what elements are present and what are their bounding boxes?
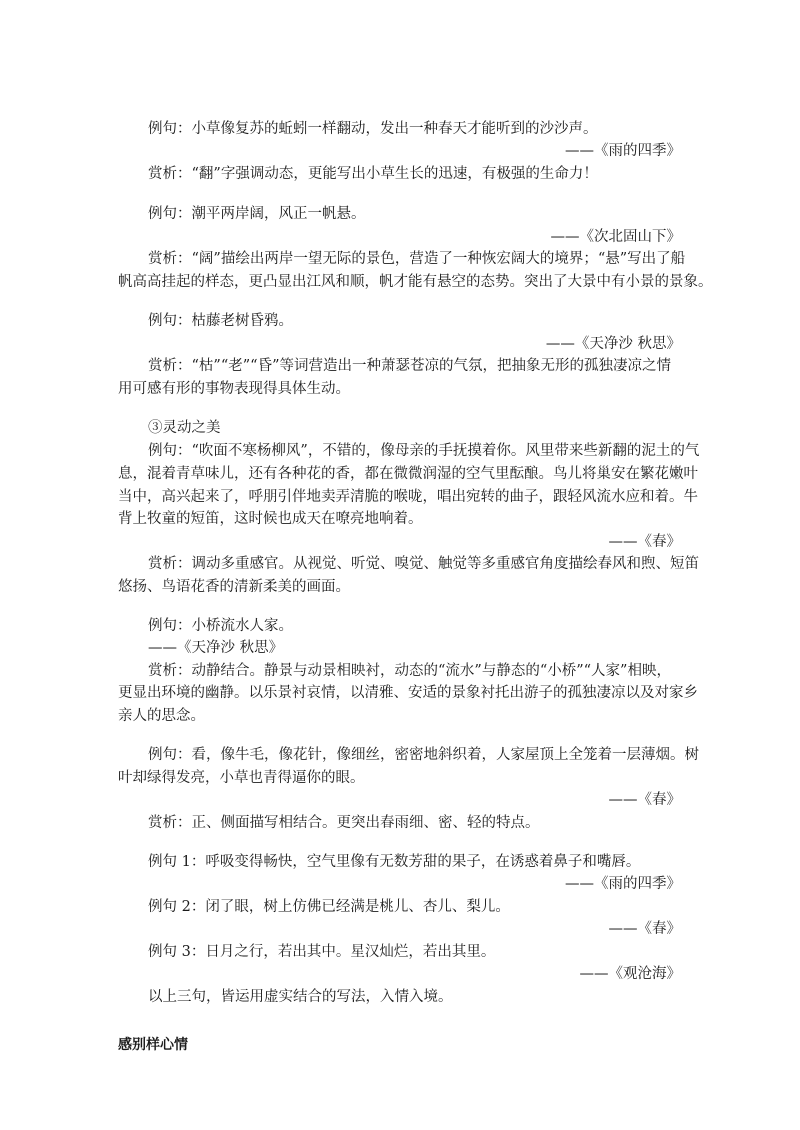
source-citation-2: ——《次北固山下》 bbox=[550, 229, 681, 245]
source-citation-7: ——《雨的四季》 bbox=[565, 876, 681, 892]
example-sentence-1: 例句：小草像复苏的蚯蚓一样翻动，发出一种春天才能听到的沙沙声。 bbox=[148, 121, 598, 137]
summary-line: 以上三句，皆运用虚实结合的写法，入情入境。 bbox=[148, 989, 453, 1005]
analysis-1: 赏析：“翻”字强调动态，更能写出小草生长的迅速，有极强的生命力！ bbox=[148, 166, 598, 182]
analysis-5-line-1: 赏析：动静结合。静景与动景相映衬，动态的“流水”与静态的“小桥”“人家”相映， bbox=[148, 663, 671, 679]
example-sentence-3: 例句：枯藤老树昏鸦。 bbox=[148, 313, 293, 329]
example-sentence-4-line-4: 背上牧童的短笛，这时候也成天在嘹亮地响着。 bbox=[118, 511, 423, 527]
section-heading-feelings: 感别样心情 bbox=[118, 1037, 188, 1053]
analysis-3-line-2: 用可感有形的事物表现得具体生动。 bbox=[118, 381, 350, 397]
analysis-4-line-2: 悠扬、鸟语花香的清新柔美的画面。 bbox=[118, 579, 350, 595]
example-sentence-7: 例句 1：呼吸变得畅快，空气里像有无数芳甜的果子，在诱惑着鼻子和嘴唇。 bbox=[148, 854, 641, 870]
example-sentence-4-line-2: 息，混着青草味儿，还有各种花的香，都在微微润湿的空气里酝酿。鸟儿将巢安在繁花嫩叶 bbox=[118, 466, 698, 482]
analysis-3-line-1: 赏析：“枯”“老”“昏”等词营造出一种萧瑟苍凉的气氛，把抽象无形的孤独凄凉之情 bbox=[148, 358, 671, 374]
section-heading-lively-beauty: ③灵动之美 bbox=[148, 420, 221, 436]
example-sentence-4-line-3: 当中，高兴起来了，呼朋引伴地卖弄清脆的喉咙，唱出宛转的曲子，跟轻风流水应和着。牛 bbox=[118, 489, 698, 505]
source-citation-8: ——《春》 bbox=[608, 921, 681, 937]
source-citation-3: ——《天净沙 秋思》 bbox=[545, 336, 681, 352]
source-citation-6: ——《春》 bbox=[608, 792, 681, 808]
analysis-4-line-1: 赏析：调动多重感官。从视觉、听觉、嗅觉、触觉等多重感官角度描绘春风和煦、短笛 bbox=[148, 556, 699, 572]
example-sentence-2: 例句：潮平两岸阔，风正一帆悬。 bbox=[148, 206, 366, 222]
source-citation-5: ——《天净沙 秋思》 bbox=[148, 640, 284, 656]
example-sentence-6-line-1: 例句：看，像牛毛，像花针，像细丝，密密地斜织着，人家屋顶上全笼着一层薄烟。树 bbox=[148, 747, 699, 763]
source-citation-9: ——《观沧海》 bbox=[579, 966, 681, 982]
analysis-5-line-3: 亲人的思念。 bbox=[118, 708, 205, 724]
analysis-2-line-2: 帆高高挂起的样态，更凸显出江风和顺，帆才能有悬空的态势。突出了大景中有小景的景象。 bbox=[118, 274, 713, 290]
example-sentence-6-line-2: 叶却绿得发亮，小草也青得逼你的眼。 bbox=[118, 770, 365, 786]
example-sentence-4-line-1: 例句：“吹面不寒杨柳风”，不错的，像母亲的手抚摸着你。风里带来些新翻的泥土的气 bbox=[148, 443, 700, 459]
example-sentence-5: 例句：小桥流水人家。 bbox=[148, 618, 293, 634]
example-sentence-8: 例句 2：闭了眼，树上仿佛已经满是桃儿、杏儿、梨儿。 bbox=[148, 899, 510, 915]
analysis-5-line-2: 更显出环境的幽静。以乐景衬哀情，以清雅、安适的景象衬托出游子的孤独凄凉以及对家乡 bbox=[118, 685, 698, 701]
example-sentence-9: 例句 3：日月之行，若出其中。星汉灿烂，若出其里。 bbox=[148, 944, 496, 960]
source-citation-1: ——《雨的四季》 bbox=[565, 143, 681, 159]
analysis-6: 赏析：正、侧面描写相结合。更突出春雨细、密、轻的特点。 bbox=[148, 815, 540, 831]
source-citation-4: ——《春》 bbox=[608, 534, 681, 550]
analysis-2-line-1: 赏析：“阔”描绘出两岸一望无际的景色，营造了一种恢宏阔大的境界；“悬”写出了船 bbox=[148, 251, 686, 267]
